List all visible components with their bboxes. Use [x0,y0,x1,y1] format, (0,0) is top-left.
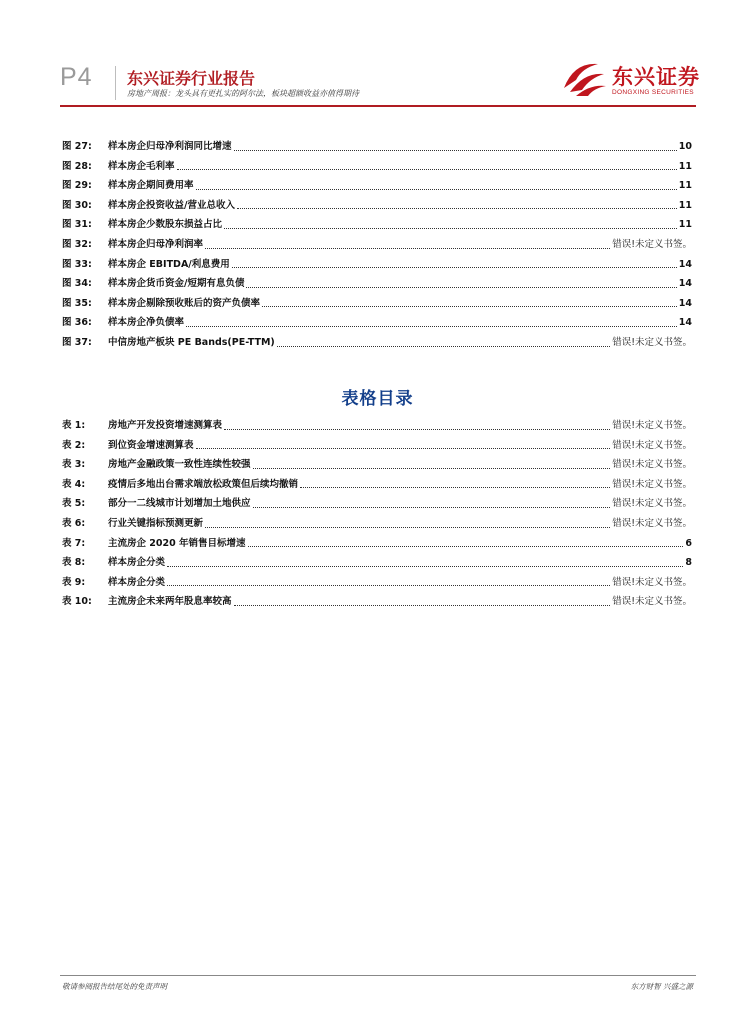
table-entry-label [62,455,251,475]
table-entry-page: 8 [685,557,692,569]
page-header [0,0,755,105]
dot-leader [262,294,677,308]
figure-entry-number: 图 36: [62,317,92,329]
table-entry-number: 表 3: [62,459,86,471]
figure-entry-title: 样本房企剔除预收账后的资产负债率 [108,297,261,309]
dot-leader [177,157,677,171]
table-entry-number: 表 10: [62,596,92,608]
table-entry-title: 部分一二线城市计划增加土地供应 [108,498,251,510]
figure-entry-number: 图 27: [62,141,92,152]
dot-leader [234,137,677,151]
figure-entry-number: 图 31: [62,219,92,231]
figure-entry-number: 图 33: [62,258,92,270]
figure-entry[interactable] [62,313,692,333]
table-entry-page: 6 [685,537,692,549]
report-type-title: 东兴证券行业报告 [127,69,256,88]
table-index-list [62,416,692,612]
logo-mark-icon [560,58,608,98]
figure-entry-page: 14 [678,278,692,290]
figure-entry-title: 样本房企归母净利润率 [108,238,204,250]
figure-entry-number: 图 29: [62,180,92,192]
dot-leader [300,475,610,489]
table-entry-number: 表 7: [62,537,86,549]
table-entry-label [62,514,203,534]
footer-rule [60,975,696,976]
figure-entry-number: 图 30: [62,199,92,211]
table-entry-label [62,494,251,514]
table-entry[interactable] [62,573,692,593]
table-entry-page: 错误!未定义书签。 [612,596,692,608]
figure-entry-label [62,294,260,314]
figure-entry[interactable] [62,196,692,216]
figure-entry-number: 图 32: [62,238,92,250]
dot-leader [205,514,610,528]
figure-entry-page: 10 [678,141,692,152]
table-entry-number: 表 6: [62,517,86,529]
footer-slogan: 东方财智 兴盛之源 [630,982,693,991]
header-rule [60,105,696,107]
header-divider [115,66,116,100]
table-entry[interactable] [62,553,692,573]
table-entry-page: 错误!未定义书签。 [612,478,692,490]
table-entry[interactable] [62,494,692,514]
table-entry-title: 行业关键指标预测更新 [108,517,204,529]
dot-leader [186,313,677,327]
figure-entry-number: 图 28: [62,160,92,172]
table-entry-label [62,573,165,593]
table-entry[interactable] [62,475,692,495]
table-entry-number: 表 5: [62,498,86,510]
figure-entry-page: 14 [678,258,692,270]
figure-entry-label [62,274,244,294]
dot-leader [224,215,677,229]
table-entry-title: 主流房企未来两年股息率较高 [108,596,232,608]
figure-entry-title: 样本房企投资收益/营业总收入 [108,199,235,211]
dot-leader [248,534,684,548]
dot-leader [205,235,610,249]
figure-entry-label [62,215,222,235]
table-entry-label [62,534,246,554]
figure-entry-title: 样本房企 EBITDA/利息费用 [108,258,230,270]
table-entry-label [62,416,222,436]
dot-leader [167,553,683,567]
figure-index-list [62,137,692,353]
figure-entry[interactable] [62,176,692,196]
table-entry-number: 表 2: [62,439,86,451]
figure-entry-title: 样本房企少数股东损益占比 [108,219,223,231]
table-entry-title: 房地产开发投资增速测算表 [108,420,223,431]
figure-entry[interactable] [62,333,692,353]
dot-leader [232,255,677,269]
dot-leader [253,455,611,469]
table-entry-label [62,553,165,573]
figure-entry-title: 样本房企毛利率 [108,160,175,172]
figure-entry-page: 错误!未定义书签。 [612,336,692,348]
figure-entry-number: 图 37: [62,336,92,348]
dot-leader [196,176,677,190]
dot-leader [277,333,610,347]
tables-index-heading: 表格目录 [341,389,414,409]
table-entry-title: 样本房企分类 [108,557,166,569]
table-entry[interactable] [62,592,692,612]
table-entry-number: 表 9: [62,576,86,588]
table-entry-number: 表 8: [62,557,86,569]
figure-entry-title: 样本房企期间费用率 [108,180,194,192]
figure-entry-page: 错误!未定义书签。 [612,238,692,250]
footer-disclaimer: 敬请参阅报告结尾处的免责声明 [62,982,167,991]
figure-entry[interactable] [62,255,692,275]
figure-entry[interactable] [62,235,692,255]
figure-entry-label [62,333,275,353]
table-entry-page: 错误!未定义书签。 [612,498,692,510]
table-entry[interactable] [62,436,692,456]
figure-entry-page: 14 [678,317,692,329]
logo-chinese-name: 东兴证券 [612,65,700,89]
figure-entry-page: 11 [678,160,692,172]
figure-entry-title: 样本房企净负债率 [108,317,185,329]
table-entry[interactable] [62,534,692,554]
figure-entry[interactable] [62,274,692,294]
figure-entry-label [62,255,230,275]
table-entry-label [62,475,298,495]
figure-entry-page: 14 [678,297,692,309]
figure-entry-label [62,137,232,157]
figure-entry-title: 样本房企归母净利润同比增速 [108,141,232,152]
table-entry-page: 错误!未定义书签。 [612,439,692,451]
table-entry[interactable] [62,514,692,534]
figure-entry[interactable] [62,215,692,235]
table-entry-page: 错误!未定义书签。 [612,576,692,588]
table-entry-number: 表 4: [62,478,86,490]
dot-leader [234,592,611,606]
table-entry[interactable] [62,455,692,475]
table-entry-title: 样本房企分类 [108,576,166,588]
dot-leader [224,416,610,430]
table-entry-label [62,592,232,612]
figure-entry-label [62,235,203,255]
dot-leader [237,196,677,210]
table-entry[interactable] [62,416,692,436]
figure-entry-title: 样本房企货币资金/短期有息负债 [108,278,245,290]
page-number: P4 [60,63,93,91]
table-entry-title: 主流房企 2020 年销售目标增速 [108,537,246,549]
figure-entry[interactable] [62,157,692,177]
figure-entry-page: 11 [678,180,692,192]
dot-leader [196,436,611,450]
figure-entry-label [62,157,175,177]
dot-leader [246,274,676,288]
dot-leader [167,573,610,587]
figure-entry-number: 图 34: [62,278,92,290]
figure-entry-label [62,196,235,216]
logo-english-name: DONGXING SECURITIES [612,89,694,96]
figure-entry-label [62,176,194,196]
figure-entry-label [62,313,184,333]
table-entry-number: 表 1: [62,420,86,431]
figure-entry-number: 图 35: [62,297,92,309]
figure-entry-page: 11 [678,219,692,231]
report-subtitle: 房地产周报：龙头具有更扎实的阿尔法，板块超额收益亦值得期待 [127,89,359,98]
figure-entry-title: 中信房地产板块 PE Bands(PE-TTM) [108,336,275,348]
table-entry-title: 疫情后多地出台需求端放松政策但后续均撤销 [108,478,299,490]
table-entry-page: 错误!未定义书签。 [612,459,692,471]
table-entry-title: 房地产金融政策一致性连续性较强 [108,459,251,471]
figure-entry[interactable] [62,137,692,157]
figure-entry[interactable] [62,294,692,314]
table-entry-page: 错误!未定义书签。 [612,517,692,529]
table-entry-label [62,436,194,456]
dot-leader [253,494,611,508]
table-entry-title: 到位资金增速测算表 [108,439,194,451]
company-logo [560,58,700,104]
figure-entry-page: 11 [678,199,692,211]
table-entry-page: 错误!未定义书签。 [612,420,692,431]
